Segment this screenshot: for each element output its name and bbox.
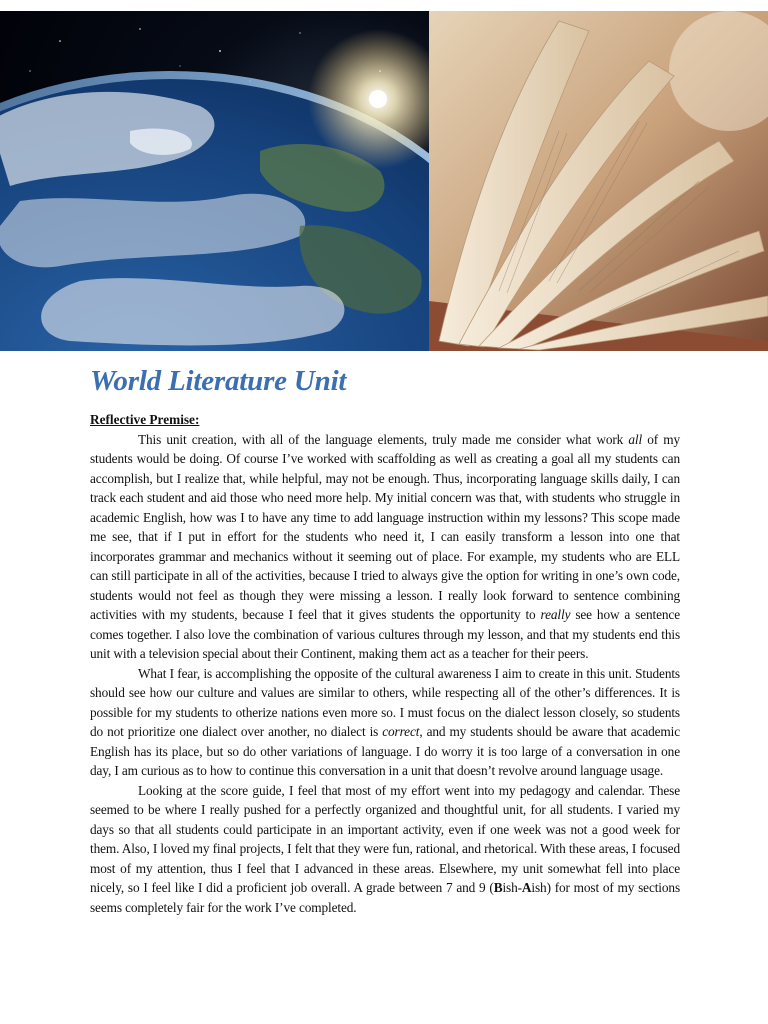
paragraph-1-emphasis-a: all [628, 431, 643, 447]
paragraph-1 [90, 430, 680, 664]
paragraph-1-text-a: This unit creation, with all of the language elements, truly made me consider what work [138, 431, 629, 447]
paragraph-2 [90, 664, 680, 781]
open-book-image [429, 11, 768, 351]
paragraph-3 [90, 781, 680, 918]
paragraph-3-bold-b: A [521, 880, 532, 895]
document-body [90, 364, 680, 917]
paragraph-3-text-c: ish) for most of my sections seems completely fair for the work I’ve completed. [90, 880, 680, 915]
paragraph-2-emphasis: correct [382, 724, 420, 739]
header-banner [0, 11, 768, 351]
paragraph-3-text-a: Looking at the score guide, I feel that most of my effort went into my pedagogy and calendar. These seemed to be where I really pushed for a perfectly organized and thoughtful unit, for all students. I varied my days so that all students could participate in an important activity, even if one week was not a good week for them. Also, I loved my final projects, I felt that they were fun, rational, and rhetorical. With these areas, I focused most of my attention, thus I feel that I advanced in these areas. Elsewhere, my unit somewhat fell into place nicely, so I feel like I did a proficient job overall. A grade between 7 and 9 ( [90, 782, 680, 895]
section-heading: Reflective Premise: [90, 412, 200, 427]
paragraph-2-text-b: , and my students should be aware that academic English has its place, but so do other variations of language. I do worry it is too large of a conversation in one day, I am curious as to how to continue this conversation in a unit that doesn’t revolve around language usage. [90, 724, 680, 778]
document-title: World Literature Unit [90, 365, 347, 397]
paragraph-1-text-b: of my students would be doing. Of course I’ve worked with scaffolding as well as creating a goal all my students can accomplish, but I realize that, while helpful, may not be enough. Thus, incorporating language skills daily, I can track each student and aid those who need more help. My initial concern was that, with students who struggle in academic English, how was I to have any time to add language instruction within my lessons? This scope made me see, that if I put in effort for the students who need it, I can easily transform a lesson into one that incorporates grammar and mechanics without it seeming out of place. For example, my students who are ELL can still participate in all of the activities, because I tried to always give the option for writing in one’s own code, students would not feel as though they were missing a lesson. I really look forward to sentence combining activities with my students, because I feel that it gives students the opportunity to [90, 431, 680, 622]
paragraph-1-emphasis-b: really [540, 607, 571, 622]
paragraph-1-text-c: see how a sentence comes together. I also love the combination of various cultures through my lesson, and that my students end this unit with a television special about their Continent, making them act as a teacher for their peers. [90, 607, 680, 661]
earth-image [0, 11, 429, 351]
paragraph-2-text-a: What I fear, is accomplishing the opposite of the cultural awareness I aim to create in this unit. Students should see how our culture and values are similar to others, while respecting all of the other’s differences. It is possible for my students to otherize nations even more so. I must focus on the dialect lesson closely, so students do not prioritize one dialect over another, no dialect is [90, 665, 680, 739]
paragraph-3-text-b: ish- [502, 880, 522, 895]
paragraph-3-bold-a: B [493, 880, 503, 895]
